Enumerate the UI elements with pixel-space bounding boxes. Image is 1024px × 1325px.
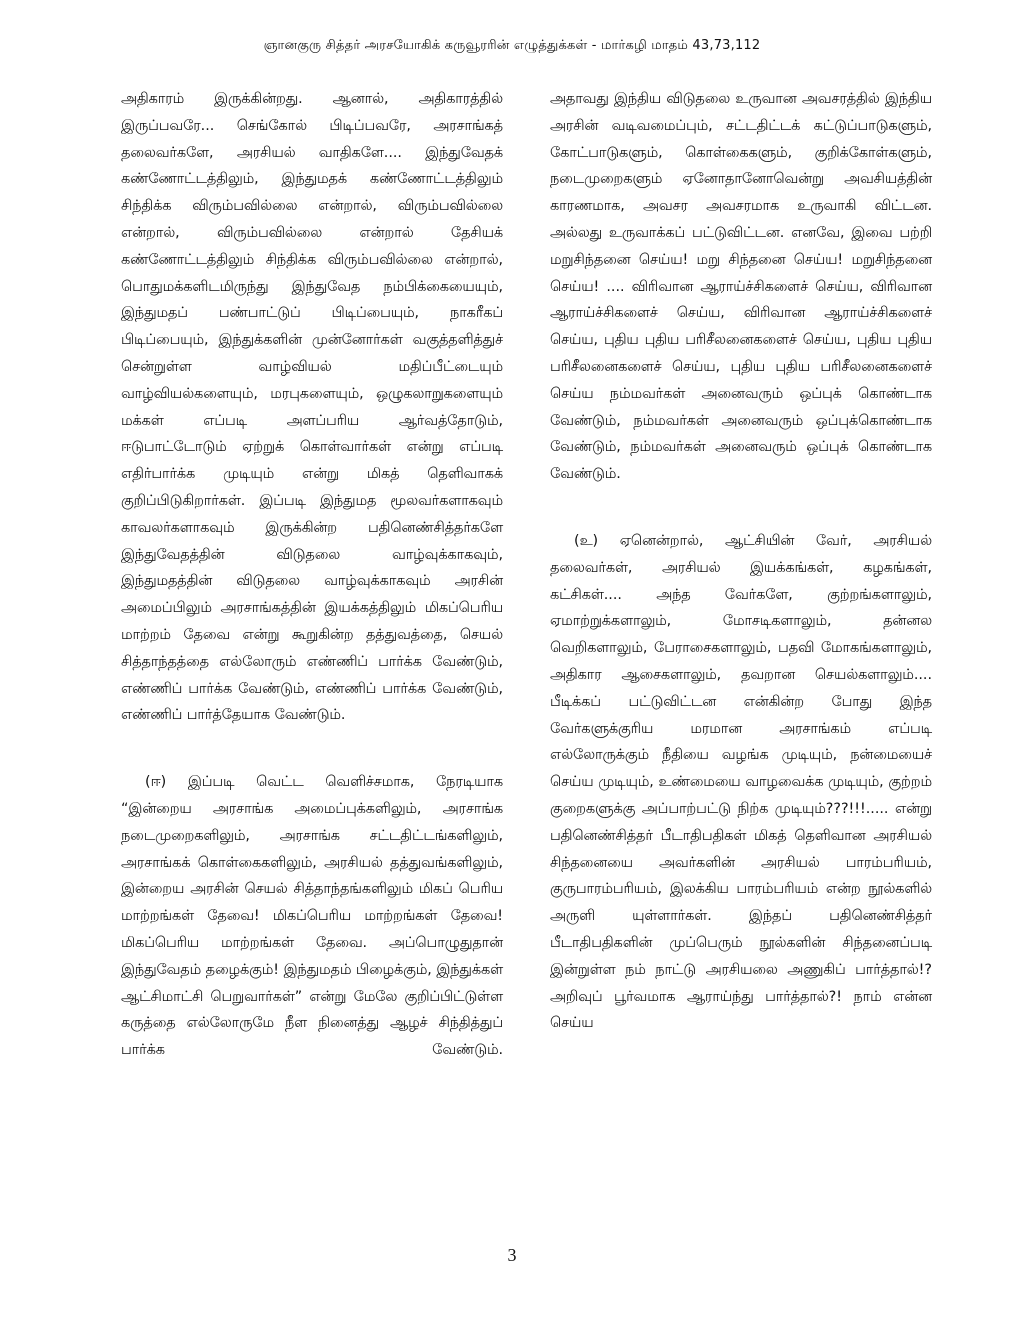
left-paragraph-2-ee: (ஈ) இப்படி வெட்ட வெளிச்சமாக, நேரடியாக “இன்றைய அரசாங்க அமைப்புக்களிலும், அரசாங்க நடைமுறைகளிலும், அரசாங்க சட்டதிட்டங்களிலும், அரசாங்கக் கொள்கைகளிலும், அரசியல் தத்துவங்களிலும், இன்றைய அரசின் செயல் சித்தாந்தங்களிலும் மிகப் பெரிய மாற்றங்கள் தேவை! மிகப்பெரிய மாற்றங்கள் தேவை! மிகப்பெரிய மாற்றங்கள் தேவை. அப்பொழுதுதான் இந்துவேதம் தழைக்கும்! இந்துமதம் பிழைக்கும், இந்துக்கள் ஆட்சிமாட்சி பெறுவார்கள்” என்று மேலே குறிப்பிட்டுள்ள கருத்தை எல்லோருமே நீள நினைத்து ஆழச் சிந்தித்துப் பார்க்க வேண்டும். <box>121 774 504 1059</box>
right-paragraph-1: அதாவது இந்திய விடுதலை உருவான அவசரத்தில் இந்திய அரசின் வடிவமைப்பும், சட்டதிட்டக் கட்டுப்பாடுகளும், கோட்பாடுகளும், கொள்கைகளும், குறிக்கோள்களும், நடைமுறைகளும் ஏனோதானோவென்று அவசியத்தின் காரணமாக, அவசர அவசரமாக உருவாகி விட்டன. அல்லது உருவாக்கப் பட்டுவிட்டன. எனவே, இவை பற்றி மறுசிந்தனை செய்ய! மறு சிந்தனை செய்ய! மறுசிந்தனை செய்ய! .... விரிவான ஆராய்ச்சிகளைச் செய்ய, விரிவான ஆராய்ச்சிகளைச் செய்ய, விரிவான ஆராய்ச்சிகளைச் செய்ய, புதிய புதிய பரிசீலனைகளைச் செய்ய, புதிய புதிய பரிசீலனைகளைச் செய்ய, புதிய புதிய பரிசீலனைகளைச் செய்ய நம்மவர்கள் அனைவரும் ஒப்புக் கொண்டாக வேண்டும், நம்மவர்கள் அனைவரும் ஒப்புக்கொண்டாக வேண்டும், நம்மவர்கள் அனைவரும் ஒப்புக் கொண்டாக வேண்டும். <box>550 91 932 483</box>
paragraph-gap <box>121 729 503 769</box>
left-column <box>121 86 503 1064</box>
right-paragraph-2-u: (உ) ஏனென்றால், ஆட்சியின் வேர், அரசியல் தலைவர்கள், அரசியல் இயக்கங்கள், கழகங்கள், கட்சிகள்.... அந்த வேர்களே, குற்றங்களாலும், ஏமாற்றுக்களாலும், மோசடிகளாலும், தன்னல வெறிகளாலும், பேராசைகளாலும், பதவி மோகங்களாலும், அதிகார ஆசைகளாலும், தவறான செயல்களாலும்.... பீடிக்கப் பட்டுவிட்டன என்கின்ற போது இந்த வேர்களுக்குரிய மரமான அரசாங்கம் எப்படி எல்லோருக்கும் நீதியை வழங்க முடியும், நன்மையைச் செய்ய முடியும், உண்மையை வாழவைக்க முடியும், குற்றம் குறைகளுக்கு அப்பாற்பட்டு நிற்க முடியும்???!!!..... என்று பதினெண்சித்தர் பீடாதிபதிகள் மிகத் தெளிவான அரசியல் சிந்தனையை அவர்களின் அரசியல் பாரம்பரியம், குருபாரம்பரியம், இலக்கிய பாரம்பரியம் என்ற நூல்களில் அருளி யுள்ளார்கள். இந்தப் பதினெண்சித்தர் பீடாதிபதிகளின் முப்பெரும் நூல்களின் சிந்தனைப்படி இன்றுள்ள நம் நாட்டு அரசியலை அணுகிப் பார்த்தால்!? அறிவுப் பூர்வமாக ஆராய்ந்து பார்த்தால்?! நாம் என்ன செய்ய <box>550 532 932 1032</box>
paragraph-gap <box>550 488 932 528</box>
running-header: ஞானகுரு சித்தர் அரசயோகிக் கருவூரரின் எழுத்துக்கள் - மார்கழி மாதம் 43,73,112 <box>263 38 761 53</box>
page-number: 3 <box>507 1245 517 1265</box>
left-paragraph-1: அதிகாரம் இருக்கின்றது. ஆனால், அதிகாரத்தில் இருப்பவரே... செங்கோல் பிடிப்பவரே, அரசாங்கத் தலைவர்களே, அரசியல் வாதிகளே.... இந்துவேதக் கண்ணோட்டத்திலும், இந்துமதக் கண்ணோட்டத்திலும் சிந்திக்க விரும்பவில்லை என்றால், விரும்பவில்லை என்றால், விரும்பவில்லை என்றால் தேசியக் கண்ணோட்டத்திலும் சிந்திக்க விரும்பவில்லை என்றால், பொதுமக்களிடமிருந்து இந்துவேத நம்பிக்கையையும், இந்துமதப் பண்பாட்டுப் பிடிப்பையும், நாகரீகப் பிடிப்பையும், இந்துக்களின் முன்னோர்கள் வகுத்தளித்துச் சென்றுள்ள வாழ்வியல் மதிப்பீட்டையும் வாழ்வியல்களையும், மரபுகளையும், ஒழுகலாறுகளையும் மக்கள் எப்படி அளப்பரிய ஆர்வத்தோடும், ஈடுபாட்டோடும் ஏற்றுக் கொள்வார்கள் என்று எப்படி எதிர்பார்க்க முடியும் என்று மிகத் தெளிவாகக் குறிப்பிடுகிறார்கள். இப்படி இந்துமத மூலவர்களாகவும் காவலர்களாகவும் இருக்கின்ற பதினெண்சித்தர்களே இந்துவேதத்தின் விடுதலை வாழ்வுக்காகவும், இந்துமதத்தின் விடுதலை வாழ்வுக்காகவும் அரசின் அமைப்பிலும் அரசாங்கத்தின் இயக்கத்திலும் மிகப்பெரிய மாற்றம் தேவை என்று கூறுகின்ற தத்துவத்தை, செயல் சித்தாந்தத்தை எல்லோரும் எண்ணிப் பார்க்க வேண்டும், எண்ணிப் பார்க்க வேண்டும், எண்ணிப் பார்க்க வேண்டும், எண்ணிப் பார்த்தேயாக வேண்டும். <box>121 91 503 724</box>
right-column <box>550 86 932 1037</box>
